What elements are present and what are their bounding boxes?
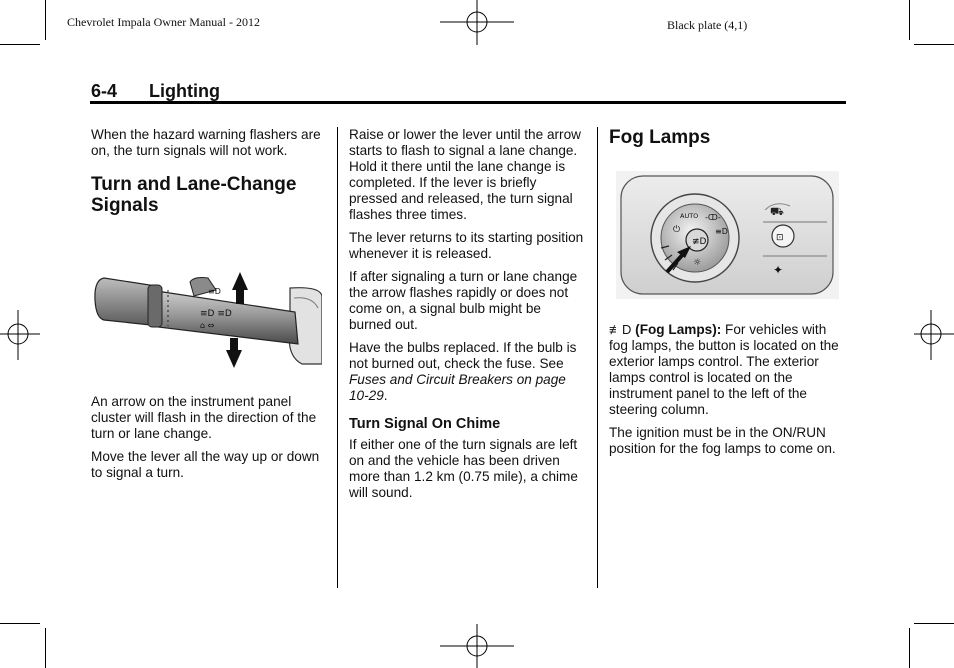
bulbs-fuse-text <box>349 340 585 404</box>
fuses-reference-link[interactable]: Fuses and Circuit Breakers on page 10-29 <box>349 372 566 403</box>
lever-returns-text: The lever returns to its starting position whenever it is released. <box>349 230 584 261</box>
bulbs-fuse-prefix: Have the bulbs replaced. If the bulb is not burned out, check the fuse. See <box>349 340 577 371</box>
column-1 <box>91 127 321 216</box>
svg-text:≢D: ≢D <box>692 237 707 247</box>
turn-signal-chime-heading: Turn Signal On Chime <box>349 416 501 432</box>
crop-mark <box>909 628 910 668</box>
chime-text: If either one of the turn signals are left on and the vehicle has been driven more than 1.2 km (0.75 mile), a chime will sound. <box>349 437 578 500</box>
registration-mark-top <box>440 0 514 45</box>
svg-text:☼: ☼ <box>693 258 702 268</box>
column-divider <box>337 127 338 588</box>
registration-mark-left <box>0 310 40 360</box>
crop-mark <box>45 628 46 668</box>
column-2 <box>349 127 585 508</box>
column-divider <box>597 127 598 588</box>
crop-mark <box>0 623 40 624</box>
plate-label: Black plate (4,1) <box>667 18 748 32</box>
bulbs-fuse-suffix: . <box>383 388 388 403</box>
svg-text:≡D ≡D: ≡D ≡D <box>200 309 232 319</box>
crop-mark <box>0 44 40 45</box>
registration-mark-bottom <box>440 624 514 668</box>
turn-signals-heading: Turn and Lane-Change Signals <box>91 174 297 216</box>
panel-dimmer-icon: ✦ <box>773 263 784 277</box>
crop-mark <box>909 0 910 40</box>
hazard-note: When the hazard warning flashers are on, the turn signals will not work. <box>91 127 321 158</box>
crop-mark <box>914 623 954 624</box>
exterior-lamps-control-illustration <box>615 170 840 300</box>
crop-mark <box>914 44 954 45</box>
fog-lamps-label: (Fog Lamps): <box>635 322 722 337</box>
svg-text:≡D: ≡D <box>715 227 728 236</box>
fog-lamp-icon: ≢D <box>609 322 632 337</box>
dome-override-icon: ⊡ <box>776 233 784 243</box>
svg-text:⏻: ⏻ <box>673 225 681 235</box>
column-3-text <box>609 322 845 464</box>
move-lever-text: Move the lever all the way up or down to signal a turn. <box>91 449 320 480</box>
svg-text:-ↀ-: -ↀ- <box>705 213 721 222</box>
auto-label: AUTO <box>680 212 699 220</box>
fog-lamps-heading: Fog Lamps <box>609 127 711 148</box>
manual-title: Chevrolet Impala Owner Manual - 2012 <box>67 15 260 29</box>
svg-text:≡D: ≡D <box>208 287 221 296</box>
svg-text:⌂ ⇔: ⌂ ⇔ <box>200 321 215 330</box>
column-1-lower <box>91 394 321 488</box>
section-rule <box>90 101 846 104</box>
arrow-flash-text: An arrow on the instrument panel cluster will flash in the direction of the turn or lane change. <box>91 394 317 441</box>
section-number: 6-4 <box>91 81 118 101</box>
turn-signal-lever-illustration <box>90 268 322 372</box>
crop-mark <box>45 0 46 40</box>
lane-change-text: Raise or lower the lever until the arrow starts to flash to signal a lane change. Hold it there until the lane change is completed. If the lever is briefly pressed and released, the turn signal flashes three times. <box>349 127 581 222</box>
registration-mark-right <box>914 310 954 360</box>
fog-lamps-text <box>609 322 845 418</box>
trunk-icon: ⛟ <box>770 205 784 218</box>
section-title: Lighting <box>149 81 220 101</box>
arrow-rapid-text: If after signaling a turn or lane change the arrow flashes rapidly or does not come on, a signal bulb might be burned out. <box>349 269 578 332</box>
fog-lamps-description: For vehicles with fog lamps, the button is located on the exterior lamps control. The exterior lamps control is located on the instrument panel to the left of the steering column. <box>609 322 839 417</box>
ignition-text: The ignition must be in the ON/RUN position for the fog lamps to come on. <box>609 425 836 456</box>
